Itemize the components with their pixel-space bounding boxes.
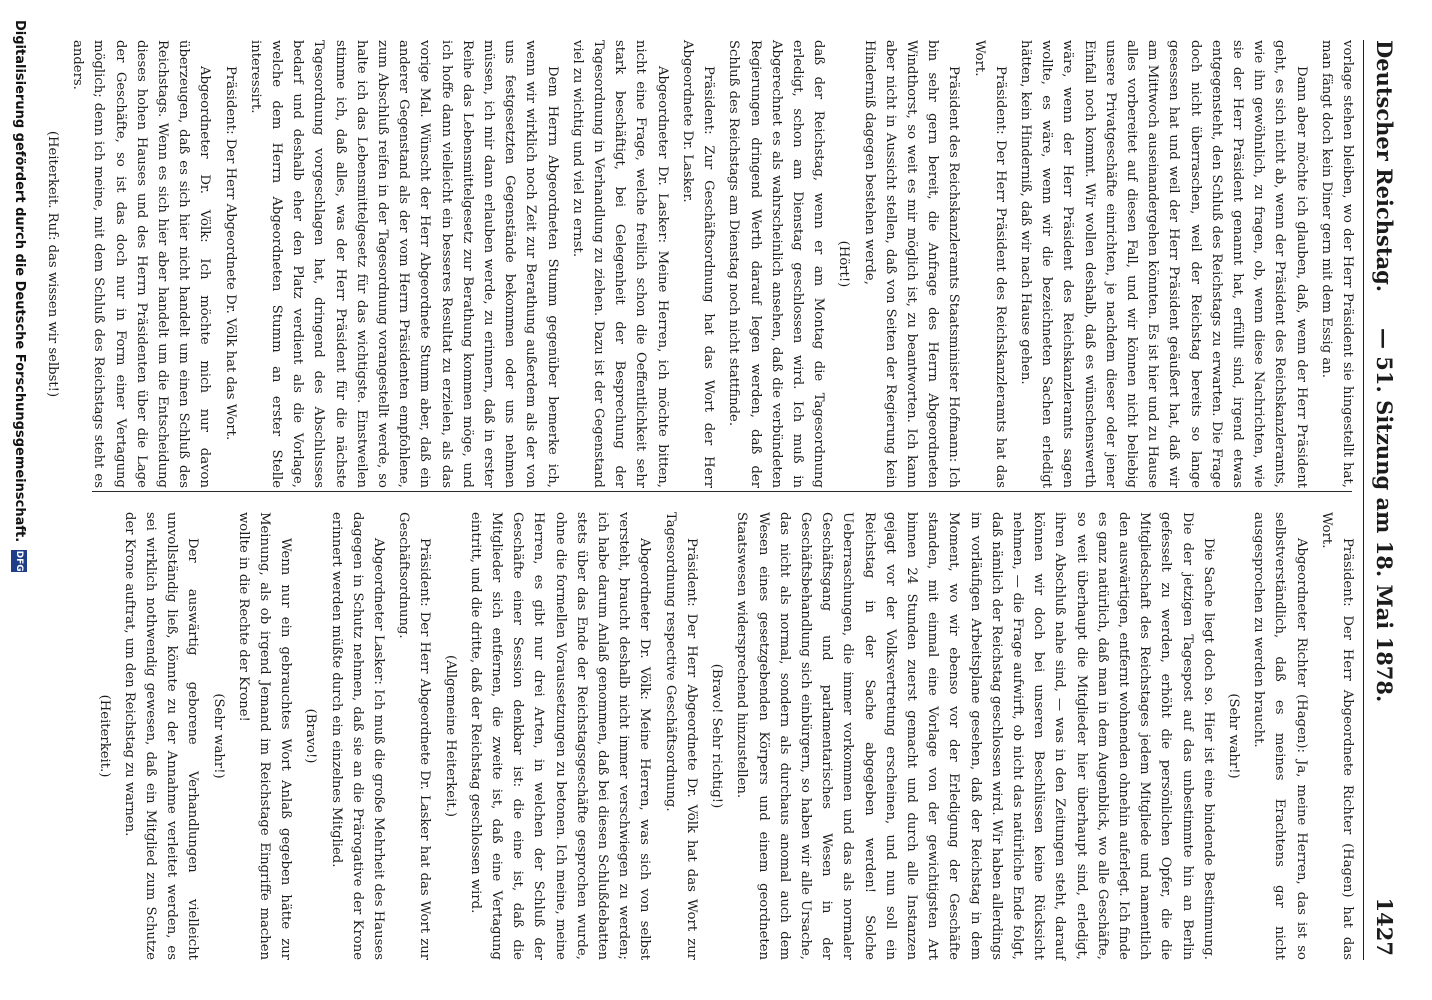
paragraph: Dann aber möchte ich glauben, daß, wenn der Herr Präsident geht, es sich nicht ab, wenn der Präsident des Reichskanzleramts, wie ihn gewöhnlich, zu fragen, ob, wenn diese Nachrichten, wie sie der Herr Präsident genannt hat, erfüllt sind, irgend etwas entgegensteht, den Schluß des Reichstags zu erwarten. Die Frage doch nicht überraschen, weil der Reichstag bereits so lange gesessen hat und weil der Herr Präsident geäußert hat, daß wir am Mittwoch auseinandergehen könnten. Es ist hier und zu Hause alles vorbereitet auf diesen Fall, und wir können nicht beliebig unsere Privatgeschäfte einrichten, je nachdem dieser oder jener Einfall noch kommt. Wir wollen deshalb, daß es wünschenswerth wäre, wenn der Herr Präsident des Reichskanzleramts sagen wollte, es wäre, wenn wir die bezeichneten Sachen erledigt hätten, kein Hinderniß, daß wir nach Hause gehen. [1017,40,1309,488]
interjection: (Allgemeine Heiterkeit.) [442,655,458,817]
header-session: — 51. Sitzung am 18. Mai 1878. [1372,328,1397,703]
interjection: (Hört!) [836,240,852,288]
interjection: (Sehr wahr!) [210,693,226,779]
credit-text: Digitalisierung gefördert durch die Deutsche Forschungsgemeinschaft. [12,20,27,543]
paragraph: Die Sache liegt doch so. Hier ist eine bindende Bestimmung. Die der jetzigen Tagespost auf das unbestimmte hin an Berlin gefesselt zu werden, erhöht die persönlichen Opfer, die die Mitgliedschaft des Reichstages jedem Mitgliede und namentlich den auswärtigen, entfernt wohnenden ohnehin auferlegt. Ich finde es ganz natürlich, daß man in dem Augenblick, wo alle Geschäfte, so weit überhaupt die Mitglieder hier überhaupt sind, erledigt, ihren Abschluß nahe sind, — was in den Zeitungen steht, darauf können wir doch bei unseren Beschlüssen keine Rücksicht nehmen, — die Frage aufwirft, ob nicht das natürliche Ende folgt, daß nämlich der Reichstag geschlossen wird. Wir haben allerdings im vorläufigen Arbeitsplane gesehen, daß der Reichstag in dem Moment, wo wir ebenso vor der Erledigung der Geschäfte standen, mit einmal eine Vorlage von der gewichtigsten Art binnen 24 Stunden zuerst gemacht und durch alle Instanzen gejagt vor der Volksvertretung erscheinen, und nun soll ein Reichstag in der Sache abgegeben werden! Solche Ueberraschungen, die immer vorkommen und das als normaler Geschäftsgang und parlamentarisches Wesen in der Geschäftsbehandlung sich einbürgern, so haben wir alle Ursache, das nicht als normal, sondern als durchaus anomal auch dem Wesen eines gesetzgebenden Körpers und einem geordneten Staatswesen widersprechend hinzustellen. [734,512,1216,960]
paragraph: Wenn nur ein gebrauchtes Wort Anlaß gegeben hätte zur Meinung, als ob irgend Jemand im Reichstage Eingriffe machen wollte in die Rechte der Krone! [235,512,294,960]
paragraph: Präsident: Der Herr Abgeordnete Dr. Völk hat das Wort zur Tagesordnung respective Geschäftsordnung. [662,512,699,960]
paragraph: Abgeordneter Lasker: Ich muß die große Mehrheit des Hauses dagegen in Schutz nehmen, daß sie an die Prärogative der Krone erinnert werden müßte durch ein einzelnes Mitglied. [328,512,387,960]
paragraph: Präsident: Zur Geschäftsordnung hat das Wort der Herr Abgeordnete Dr. Lasker. [679,40,717,488]
paragraph: vorlage stehen bleiben, wo der Herr Präsident sie hingestellt hat, man fängt doch kein Diner gern mit dem Essig an. [1318,40,1355,488]
interjection: (Heiterkeit.) [96,694,112,778]
page-header [1363,40,1404,960]
interjection: (Sehr wahr!) [1225,693,1241,779]
paragraph: Präsident: Der Herr Präsident des Reichskanzleramts hat das Wort. [971,40,1008,488]
paragraph: Der auswärtig geborene Verhandlungen vielleicht unvollständig ließ, könnte zu der Annahme verleitet werden, es sei wirklich nothwendig gewesen, daß ein Mitglied zum Schutze der Krone auftrat, um den Reichstag zu warnen. [121,512,201,960]
right-column [68,512,1358,960]
interjection: (Heiterkeit. Ruf: das wissen wir selbst!) [45,130,61,398]
paragraph: Abgeordneter Richter (Hagen): Ja, meine Herren, das ist so selbstverständlich, daß es meines Erachtens gar nicht ausgesprochen zu werden braucht. [1251,512,1309,960]
header-title: Deutscher Reichstag. [1372,40,1397,293]
interjection: (Bravo!) [303,708,319,764]
dfg-logo: DFG [12,550,28,572]
paragraph: Abgeordneter Dr. Völk: Ich möchte mich nur davon überzeugen, daß es sich hier nicht handelt um einen Schluß des Reichstags. Wenn es sich hier aber handelt um die Entscheidung dieses hohen Hauses und des Herrn Präsidenten über die Lage der Geschäfte, so ist das doch nur in Form einer Vertagung möglich; denn ich meine, mit dem Schluß des Reichstags steht es anders. [70,40,213,488]
interjection: (Bravo! Sehr richtig!) [709,663,725,809]
left-column [45,40,1358,488]
paragraph: Abgeordneter Dr. Lasker: Meine Herren, ich möchte bitten, nicht eine Frage, welche freilich schon die Oeffentlichkeit sehr stark beschäftigt, bei Gelegenheit der Besprechung der Tagesordnung in Verhandlung zu ziehen. Dazu ist der Gegenstand viel zu wichtig und viel zu ernst. [569,40,670,488]
paragraph: Präsident des Reichskanzleramts Staatsminister Hofmann: Ich bin sehr gern bereit, die Anfrage des Herrn Abgeordneten Windthorst, so weit es mir möglich ist, zu beantworten. Ich kann aber nicht in Aussicht stellen, daß von Seiten der Regierung kein Hinderniß dagegen bestehen werde, [861,40,962,488]
paragraph: Präsident: Der Herr Abgeordnete Richter (Hagen) hat das Wort. [1318,512,1355,960]
page-number: 1427 [1372,897,1397,956]
digitization-credit [8,20,30,960]
paragraph: Präsident: Der Herr Abgeordnete Dr. Lasker hat das Wort zur Geschäftsordnung. [396,512,433,960]
column-divider [92,491,1352,492]
paragraph: Abgeordneter Dr. Völk: Meine Herren, was sich von selbst versteht, braucht deshalb nicht immer verschwiegen zu werden; ich habe darum Anlaß genommen, daß bei diesen Schlußdebatten stets über das Ende der Reichstagsgeschäfte gesprochen wurde, ohne die formellen Voraussetzungen zu betonen. Ich meine, meine Herren, es gibt nur drei Arten, in welchen der Schluß der Geschäfte einer Session denkbar ist: die eine ist, daß die Mitglieder sich entfernen, die zweite ist, daß eine Vertagung eintritt, und die dritte, daß der Reichstag geschlossen wird. [467,512,653,960]
paragraph: Dem Herrn Abgeordneten Stumm gegenüber bemerke ich, wenn wir wirklich noch Zeit zur Berathung außerdem als der von uns festgesetzten Gegenstände bekommen oder uns nehmen müssen, ich mir dann erlauben werde, zu erinnern, daß in erster Reihe das Lebensmittelgesetz zur Berathung kommen möge, und ich hoffe dann vielleicht ein besseres Resultat zu erzielen, als das vorige Mal. Wünscht der Herr Abgeordnete Stumm aber, daß ein anderer Gegenstand als der vom Herrn Präsidenten empfohlene, zum Abschluß reifen in der Tagesordnung vorangestellt werde, so halte ich das Lebensmittelgesetz für das wichtigste. Einstweilen stimme ich, daß alles, was der Herr Präsident für die nächste Tagesordnung vorgeschlagen hat, dringend des Abschlusses bedarf und deshalb eher den Platz verdient als die Vorlage, welche dem Herrn Abgeordneten Stumm an erster Stelle interessirt. [247,40,560,488]
paragraph: Präsident: Der Herr Abgeordnete Dr. Völk hat das Wort. [222,66,238,441]
paragraph: daß der Reichstag, wenn er am Montag die Tagesordnung erledigt, schon am Dienstag geschlossen wird. Ich muß in Abgerechnet es als wahrscheinlich ansehen, daß die verbündeten Regierungen dringend Werth darauf legen werden, daß der Schluß des Reichstags am Dienstag noch nicht stattfinde. [726,40,827,488]
